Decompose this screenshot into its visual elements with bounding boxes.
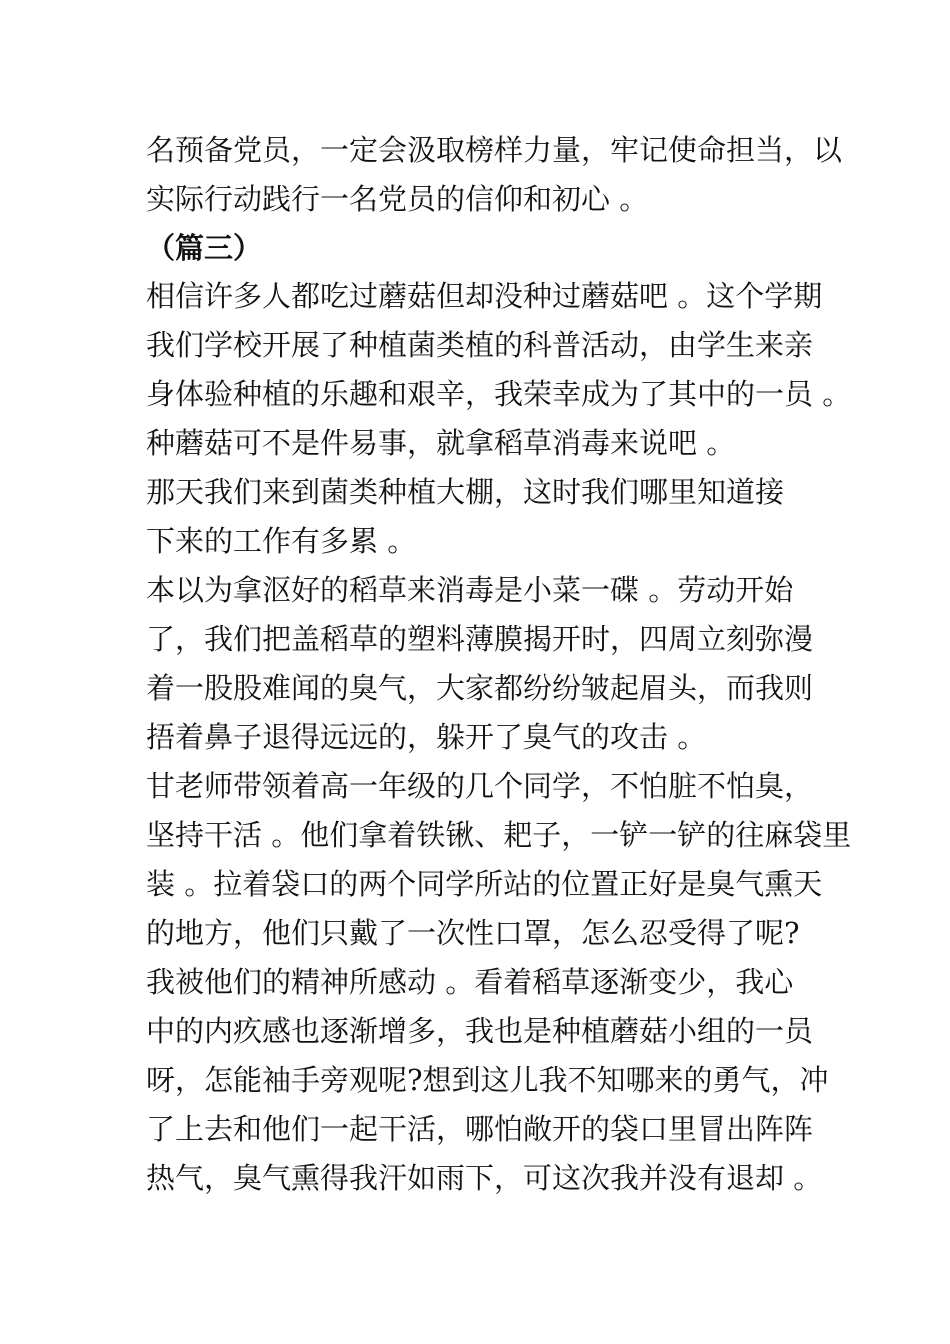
text-line-2: 实际行动践行一名党员的信仰和初心 。 <box>146 182 649 216</box>
text-line-13: 捂着鼻子退得远远的，躲开了臭气的攻击 。 <box>146 720 707 754</box>
text-line-18: 我被他们的精神所感动 。看着稻草逐渐变少，我心 <box>146 965 794 999</box>
text-line-14: 甘老师带领着高一年级的几个同学，不怕脏不怕臭， <box>146 769 814 803</box>
text-line-20: 呀，怎能袖手旁观呢?想到这儿我不知哪来的勇气，冲 <box>146 1063 829 1097</box>
text-line-6: 身体验种植的乐趣和艰辛，我荣幸成为了其中的一员 。 <box>146 377 852 411</box>
text-line-19: 中的内疚感也逐渐增多，我也是种植蘑菇小组的一员 <box>146 1014 814 1048</box>
text-line-21: 了上去和他们一起干活，哪怕敞开的袋口里冒出阵阵 <box>146 1112 814 1146</box>
text-line-16: 装 。拉着袋口的两个同学所站的位置正好是臭气熏天 <box>146 867 823 901</box>
text-line-11: 了，我们把盖稻草的塑料薄膜揭开时，四周立刻弥漫 <box>146 622 814 656</box>
document-body <box>146 126 852 1203</box>
text-line-1: 名预备党员，一定会汲取榜样力量，牢记使命担当，以 <box>146 133 843 167</box>
text-line-12: 着一股股难闻的臭气，大家都纷纷皱起眉头，而我则 <box>146 671 814 705</box>
text-line-7: 种蘑菇可不是件易事，就拿稻草消毒来说吧 。 <box>146 426 736 460</box>
section-heading: （篇三） <box>146 231 263 265</box>
text-line-10: 本以为拿沤好的稻草来消毒是小菜一碟 。劳动开始 <box>146 573 794 607</box>
text-line-5: 我们学校开展了种植菌类植的科普活动，由学生来亲 <box>146 328 814 362</box>
text-line-22: 热气，臭气熏得我汗如雨下，可这次我并没有退却 。 <box>146 1161 823 1195</box>
text-line-4: 相信许多人都吃过蘑菇但却没种过蘑菇吧 。这个学期 <box>146 279 823 313</box>
text-line-9: 下来的工作有多累 。 <box>146 524 417 558</box>
text-line-15: 坚持干活 。他们拿着铁锹、耙子，一铲一铲的往麻袋里 <box>146 818 852 852</box>
text-line-8: 那天我们来到菌类种植大棚，这时我们哪里知道接 <box>146 475 785 509</box>
text-line-17: 的地方，他们只戴了一次性口罩，怎么忍受得了呢? <box>146 916 800 950</box>
